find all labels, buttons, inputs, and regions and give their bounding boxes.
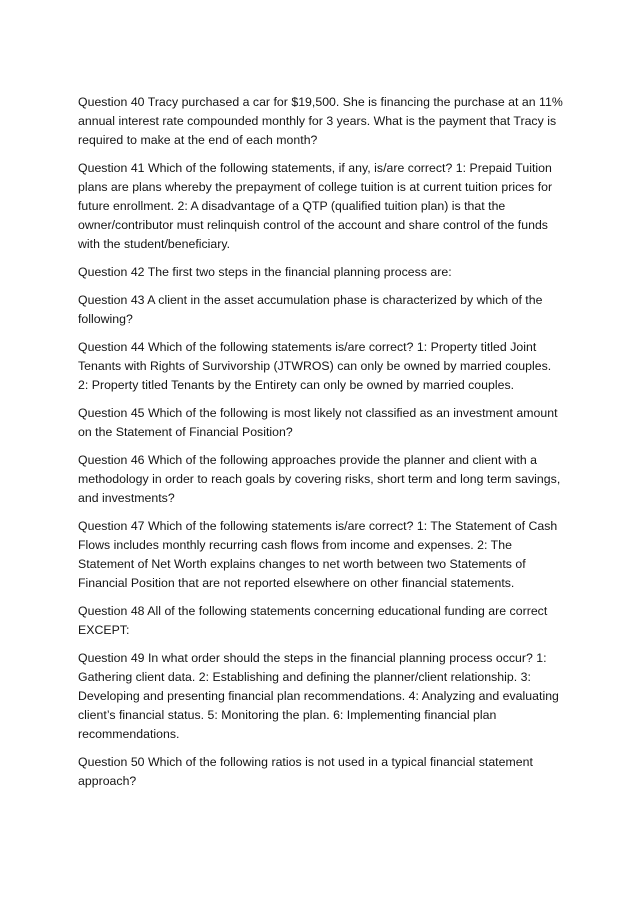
- question-47: Question 47 Which of the following statements is/are correct? 1: The Statement of Cash Flows includes monthly recurring cash flows from income and expenses. 2: The Statement of Net Worth explains changes to net worth between two Statements of Financial Position that are not reported elsewhere on other financial statements.: [78, 519, 558, 590]
- question-50: Question 50 Which of the following ratios is not used in a typical financial statement approach?: [78, 755, 533, 788]
- question-44: Question 44 Which of the following statements is/are correct? 1: Property titled Joint Tenants with Rights of Survivorship (JTWROS) can only be owned by married couples. 2: Property titled Tenants by the Entirety can only be owned by married couples.: [78, 340, 552, 392]
- question-42: Question 42 The first two steps in the financial planning process are:: [78, 265, 452, 279]
- question-48: Question 48 All of the following statements concerning educational funding are correct EXCEPT:: [78, 604, 548, 637]
- question-list: [78, 93, 578, 800]
- question-46: Question 46 Which of the following approaches provide the planner and client with a methodology in order to reach goals by covering risks, short term and long term savings, and investments?: [78, 453, 561, 505]
- question-40: Question 40 Tracy purchased a car for $19,500. She is financing the purchase at an 11% annual interest rate compounded monthly for 3 years. What is the payment that Tracy is required to make at the end of each month?: [78, 95, 563, 147]
- question-43: Question 43 A client in the asset accumulation phase is characterized by which of the following?: [78, 293, 543, 326]
- question-49: Question 49 In what order should the steps in the financial planning process occur? 1: Gathering client data. 2: Establishing and defining the planner/client relationship. 3: Developing and presenting financial plan recommendations. 4: Analyzing and evaluating client’s financial status. 5: Monitoring the plan. 6: Implementing financial plan recommendations.: [78, 651, 559, 741]
- question-45: Question 45 Which of the following is most likely not classified as an investment amount on the Statement of Financial Position?: [78, 406, 558, 439]
- question-41: Question 41 Which of the following statements, if any, is/are correct? 1: Prepaid Tuition plans are plans whereby the prepayment of college tuition is at current tuition prices for future enrollment. 2: A disadvantage of a QTP (qualified tuition plan) is that the owner/contributor must relinquish control of the account and share control of the funds with the student/beneficiary.: [78, 161, 553, 251]
